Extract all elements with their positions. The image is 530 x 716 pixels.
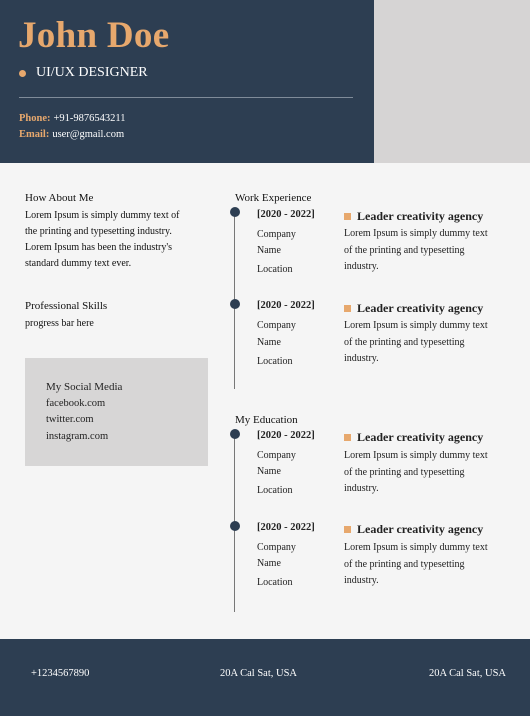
- square-bullet-icon: [344, 526, 351, 533]
- photo-placeholder: [374, 0, 530, 163]
- skills-heading: Professional Skills: [25, 300, 108, 312]
- phone-contact: [19, 113, 126, 124]
- timeline-dot-icon: [230, 429, 240, 439]
- desc-line: industry.: [344, 261, 379, 272]
- education-company: Company: [257, 542, 296, 553]
- about-heading: How About Me: [25, 192, 94, 204]
- job-title: UI/UX DESIGNER: [36, 65, 148, 80]
- square-bullet-icon: [344, 213, 351, 220]
- desc-line: Lorem Ipsum is simply dummy text: [344, 450, 488, 461]
- person-name: John Doe: [18, 15, 170, 56]
- work-location: Location: [257, 356, 293, 367]
- desc-line: of the printing and typesetting: [344, 558, 465, 570]
- about-line: Lorem Ipsum is simply dummy text of: [25, 210, 180, 221]
- square-bullet-icon: [344, 434, 351, 441]
- social-link-facebook[interactable]: facebook.com: [46, 398, 106, 409]
- social-media-box: [25, 358, 208, 466]
- education-company-name: Name: [257, 558, 281, 569]
- resume-header: [0, 0, 530, 163]
- education-period: [2020 - 2022]: [257, 430, 315, 441]
- work-company-name: Name: [257, 337, 281, 348]
- work-role-row: [344, 301, 483, 316]
- resume-footer: [0, 639, 530, 716]
- education-location: Location: [257, 577, 293, 588]
- work-role-row: [344, 209, 483, 224]
- about-line: standard dummy text ever.: [25, 258, 132, 269]
- desc-line: Lorem Ipsum is simply dummy text: [344, 320, 488, 331]
- email-contact: [19, 129, 124, 140]
- work-period: [2020 - 2022]: [257, 209, 315, 220]
- education-role-row: [344, 430, 483, 445]
- desc-line: industry.: [344, 353, 379, 364]
- timeline-dot-icon: [230, 299, 240, 309]
- education-role-row: [344, 522, 483, 537]
- footer-address: 20A Cal Sat, USA: [220, 668, 298, 679]
- education-description: [344, 448, 509, 498]
- work-role: Leader creativity agency: [357, 209, 484, 223]
- timeline-dot-icon: [230, 521, 240, 531]
- work-heading: Work Experience: [235, 192, 312, 204]
- desc-line: Lorem Ipsum is simply dummy text: [344, 542, 488, 553]
- social-heading: My Social Media: [46, 381, 123, 393]
- phone-label: Phone:: [19, 113, 51, 124]
- timeline-dot-icon: [230, 207, 240, 217]
- job-title-row: [19, 65, 148, 81]
- work-company: Company: [257, 320, 296, 331]
- work-company: Company: [257, 229, 296, 240]
- desc-line: of the printing and typesetting: [344, 466, 465, 478]
- footer-phone[interactable]: +1234567890: [31, 668, 90, 679]
- education-location: Location: [257, 485, 293, 496]
- work-description: [344, 318, 509, 368]
- desc-line: of the printing and typesetting: [344, 336, 465, 348]
- education-company-name: Name: [257, 466, 281, 477]
- education-heading: My Education: [235, 414, 298, 426]
- work-company-name: Name: [257, 245, 281, 256]
- work-description: [344, 226, 509, 276]
- social-link-instagram[interactable]: instagram.com: [46, 431, 109, 442]
- footer-address: 20A Cal Sat, USA: [429, 668, 507, 679]
- desc-line: Lorem Ipsum is simply dummy text: [344, 228, 488, 239]
- education-company: Company: [257, 450, 296, 461]
- phone-value[interactable]: +91-9876543211: [53, 113, 126, 124]
- education-period: [2020 - 2022]: [257, 522, 315, 533]
- desc-line: of the printing and typesetting: [344, 244, 465, 256]
- about-text: [25, 208, 179, 272]
- email-label: Email:: [19, 129, 50, 140]
- work-period: [2020 - 2022]: [257, 300, 315, 311]
- bullet-dot-icon: [19, 70, 26, 77]
- desc-line: industry.: [344, 483, 379, 494]
- skills-text: progress bar here: [25, 318, 94, 329]
- work-role: Leader creativity agency: [357, 301, 484, 315]
- header-divider: [19, 97, 353, 98]
- about-line: Lorem Ipsum has been the industry's: [25, 242, 173, 253]
- education-role: Leader creativity agency: [357, 430, 484, 444]
- about-line: the printing and typesetting industry.: [25, 226, 172, 237]
- square-bullet-icon: [344, 305, 351, 312]
- education-description: [344, 540, 509, 590]
- education-role: Leader creativity agency: [357, 522, 484, 536]
- social-link-twitter[interactable]: twitter.com: [46, 414, 94, 425]
- desc-line: industry.: [344, 575, 379, 586]
- work-location: Location: [257, 264, 293, 275]
- email-value[interactable]: user@gmail.com: [52, 129, 125, 140]
